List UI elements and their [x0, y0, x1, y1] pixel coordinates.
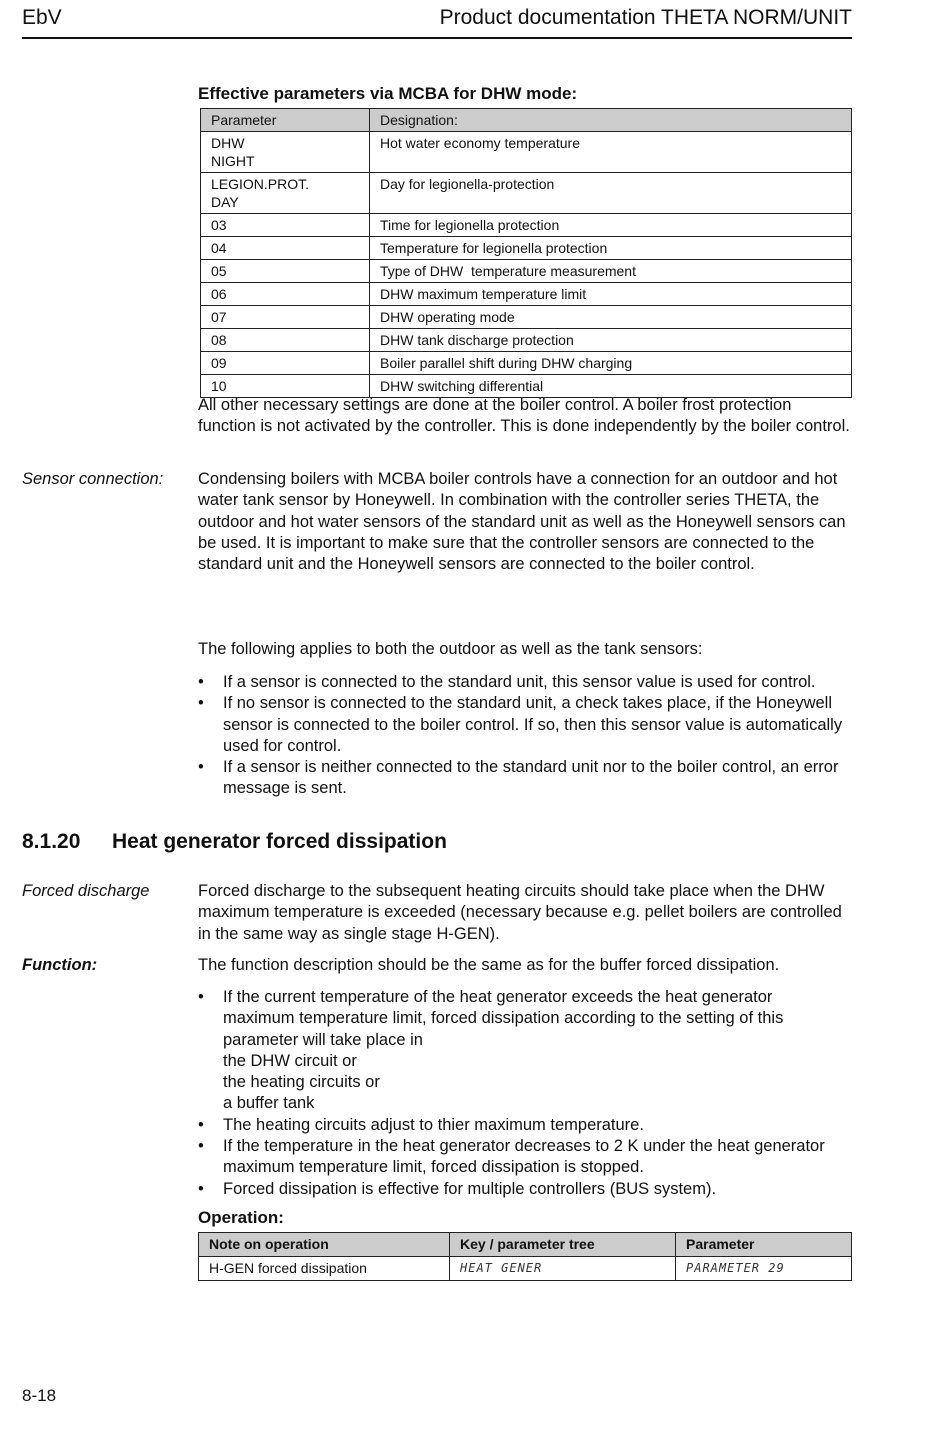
table-row: [199, 1257, 852, 1281]
parameter-cell: 03: [201, 214, 370, 237]
column-header-parameter: Parameter: [676, 1233, 852, 1257]
dhw-table-caption: Effective parameters via MCBA for DHW mode:: [198, 84, 578, 103]
column-header-key: Key / parameter tree: [450, 1233, 676, 1257]
table-row: [201, 283, 852, 306]
list-item: • If the temperature in the heat generator decreases to 2 K under the heat generator maximum temperature limit, forced dissipation is stopped.: [198, 1136, 854, 1179]
parameter-cell: 05: [201, 260, 370, 283]
column-header-parameter: Parameter: [201, 109, 370, 132]
operation-note-cell: H-GEN forced dissipation: [199, 1257, 450, 1281]
parameter-cell: 08: [201, 329, 370, 352]
sensor-connection-label: Sensor connection:: [22, 470, 164, 488]
other-settings-paragraph: All other necessary settings are done at the boiler control. A boiler frost protection function is not activated by the controller. This is done independently by the boiler control.: [198, 396, 850, 436]
parameter-cell: 09: [201, 352, 370, 375]
parameter-cell: DHW NIGHT: [201, 132, 370, 173]
section-title: Heat generator forced dissipation: [112, 830, 447, 853]
designation-cell: DHW operating mode: [370, 306, 852, 329]
header-divider: [22, 37, 852, 39]
designation-cell: Boiler parallel shift during DHW charging: [370, 352, 852, 375]
parameter-cell: 04: [201, 237, 370, 260]
page-number: 8-18: [22, 1386, 57, 1405]
column-header-designation: Designation:: [370, 109, 852, 132]
table-row: [201, 237, 852, 260]
header-left-title: EbV: [22, 6, 62, 29]
parameter-cell: 06: [201, 283, 370, 306]
sensor-bullet-list: [198, 672, 854, 800]
forced-discharge-label: Forced discharge: [22, 882, 150, 900]
list-item: [198, 987, 854, 1115]
parameter-cell: 07: [201, 306, 370, 329]
list-item: • If no sensor is connected to the standard unit, a check takes place, if the Honeywell sensor is connected to the boiler control. If so, then this sensor value is automatically used for control.: [198, 693, 854, 757]
designation-cell: Type of DHW temperature measurement: [370, 260, 852, 283]
section-number: 8.1.20: [22, 830, 81, 853]
designation-cell: DHW tank discharge protection: [370, 329, 852, 352]
sensor-connection-paragraph: Condensing boilers with MCBA boiler controls have a connection for an outdoor and hot water tank sensor by Honeywell. In combination with the controller series THETA, the outdoor and hot water sensors of the standard unit as well as the Honeywell sensors can be used. It is important to make sure that the controller sensors are connected to the standard unit and the Honeywell sensors are connected to the boiler control.: [198, 470, 846, 574]
operation-table: [198, 1232, 852, 1281]
bullet-text: • If the current temperature of the heat generator exceeds the heat generator maximum temperature limit, forced dissipation according to the setting of this parameter will take place in: [223, 988, 784, 1049]
parameter-cell: LEGION.PROT. DAY: [201, 173, 370, 214]
list-item: • The heating circuits adjust to thier maximum temperature.: [198, 1115, 854, 1136]
table-header-row: [201, 109, 852, 132]
table-row: [201, 214, 852, 237]
operation-parameter-cell: PARAMETER 29: [676, 1257, 852, 1281]
list-item: • If a sensor is neither connected to the standard unit nor to the boiler control, an error message is sent.: [198, 757, 854, 800]
list-item: • Forced dissipation is effective for multiple controllers (BUS system).: [198, 1179, 854, 1200]
designation-cell: DHW maximum temperature limit: [370, 283, 852, 306]
function-label: Function:: [22, 956, 98, 974]
table-row: [201, 132, 852, 173]
table-row: [201, 173, 852, 214]
parameter-cell: 10: [201, 375, 370, 398]
sub-item: a buffer tank: [223, 1094, 315, 1113]
column-header-note: Note on operation: [199, 1233, 450, 1257]
designation-cell: Temperature for legionella protection: [370, 237, 852, 260]
table-row: [201, 306, 852, 329]
sub-item: the heating circuits or: [223, 1073, 380, 1092]
sensor-applies-paragraph: The following applies to both the outdoor as well as the tank sensors:: [198, 640, 703, 658]
forced-discharge-paragraph: Forced discharge to the subsequent heating circuits should take place when the DHW maximum temperature is exceeded (necessary because e.g. pellet boilers are controlled in the same way as single stage H-GEN).: [198, 882, 842, 943]
designation-cell: Hot water economy temperature: [370, 132, 852, 173]
list-item: • If a sensor is connected to the standard unit, this sensor value is used for control.: [198, 672, 854, 693]
table-row: [201, 260, 852, 283]
header-right-title: Product documentation THETA NORM/UNIT: [439, 6, 852, 29]
function-bullet-list: [198, 987, 854, 1200]
table-row: [201, 352, 852, 375]
table-header-row: [199, 1233, 852, 1257]
table-row: [201, 329, 852, 352]
dhw-parameter-table: [200, 108, 852, 398]
designation-cell: DHW switching differential: [370, 375, 852, 398]
designation-cell: Time for legionella protection: [370, 214, 852, 237]
sub-item: the DHW circuit or: [223, 1051, 357, 1070]
operation-label: Operation:: [198, 1208, 284, 1227]
function-paragraph: The function description should be the same as for the buffer forced dissipation.: [198, 956, 780, 974]
operation-key-cell: HEAT GENER: [450, 1257, 676, 1281]
designation-cell: Day for legionella-protection: [370, 173, 852, 214]
